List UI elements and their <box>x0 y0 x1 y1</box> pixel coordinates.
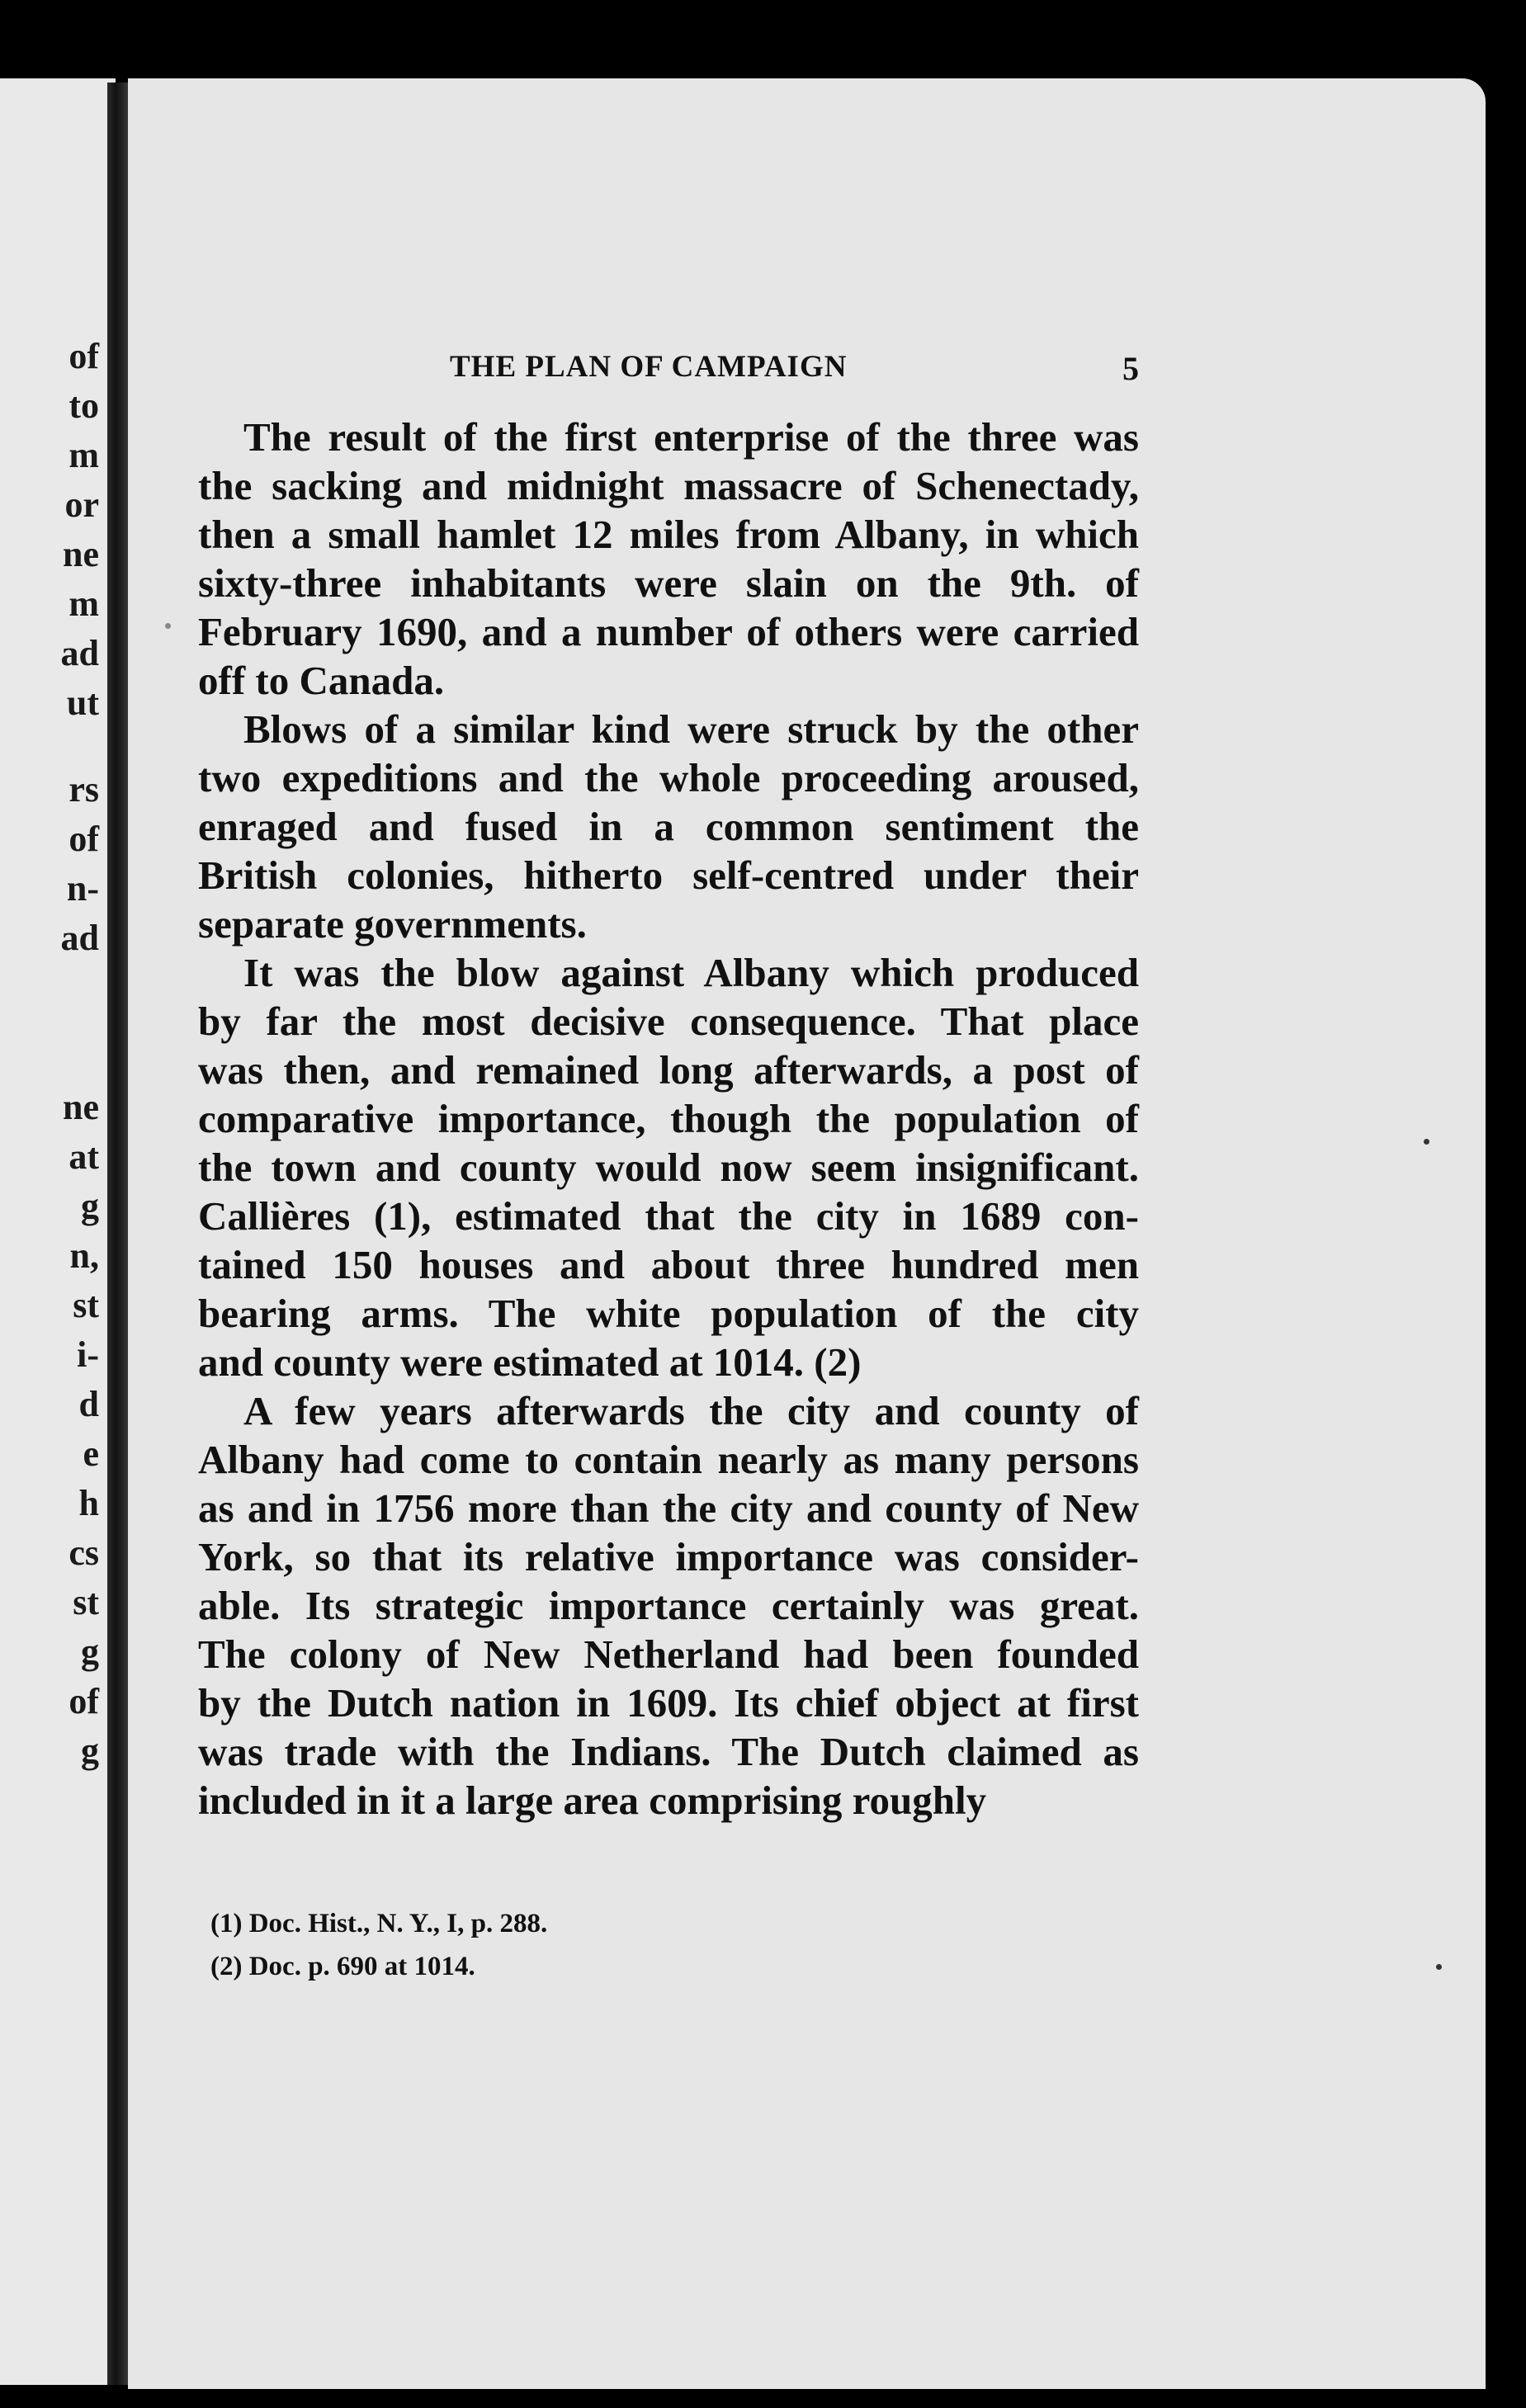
facing-page-fragment: n- <box>66 868 99 909</box>
text-line: The result of the first enterprise of the three was <box>243 414 1139 460</box>
running-head: THE PLAN OF CAMPAIGN <box>450 350 848 384</box>
text-line: Blows of a similar kind were struck by the other <box>243 706 1139 752</box>
facing-page-fragment: st <box>73 1582 99 1622</box>
body-text <box>198 413 1139 1825</box>
facing-page-fragment: m <box>69 583 99 624</box>
text-line: separate governments. <box>198 901 587 947</box>
text-line: February 1690, and a number of others were carried <box>198 609 1139 654</box>
facing-page-fragment: ne <box>63 534 99 574</box>
paragraph <box>198 413 1139 705</box>
book-gutter <box>107 83 129 2385</box>
text-line: tained 150 houses and about three hundred men <box>198 1242 1139 1287</box>
text-line: Albany had come to contain nearly as many persons <box>198 1437 1139 1482</box>
facing-page-fragment: g <box>81 1186 99 1226</box>
facing-page-fragment: cs <box>69 1532 99 1573</box>
text-line: the sacking and midnight massacre of Schenectady, <box>198 463 1139 508</box>
text-line: as and in 1756 more than the city and county of New <box>198 1485 1139 1531</box>
dust-speck <box>1424 1139 1429 1145</box>
facing-page-fragment: n, <box>69 1235 99 1276</box>
footnote: (2) Doc. p. 690 at 1014. <box>210 1952 475 1981</box>
page-number: 5 <box>1122 350 1139 387</box>
facing-page-fragment: ad <box>60 633 99 673</box>
dust-speck <box>1436 1964 1442 1970</box>
text-line: sixty-three inhabitants were slain on the 9th. of <box>198 560 1139 606</box>
facing-page-fragment: g <box>81 1631 99 1672</box>
text-line: able. Its strategic importance certainly was great. <box>198 1583 1139 1628</box>
facing-page-fragment: of <box>69 1681 99 1721</box>
paragraph <box>198 1386 1139 1825</box>
text-line: two expeditions and the whole proceeding aroused, <box>198 755 1139 800</box>
facing-page-fragment: of <box>69 819 99 859</box>
text-line: by far the most decisive consequence. That place <box>198 999 1139 1044</box>
footnotes <box>210 1902 547 1988</box>
paragraph <box>198 705 1139 948</box>
footnote: (1) Doc. Hist., N. Y., I, p. 288. <box>210 1909 548 1938</box>
text-line: then a small hamlet 12 miles from Albany, in which <box>198 512 1139 557</box>
facing-page-fragment: st <box>73 1285 99 1325</box>
facing-page-fragment: at <box>69 1136 99 1177</box>
text-line: was then, and remained long afterwards, a post of <box>198 1047 1139 1093</box>
text-line: comparative importance, though the population of <box>198 1096 1139 1141</box>
text-line: A few years afterwards the city and county of <box>243 1388 1139 1433</box>
text-line: Callières (1), estimated that the city in 1689 con- <box>198 1193 1139 1239</box>
facing-page-fragment: h <box>78 1483 99 1523</box>
text-line: The colony of New Netherland had been founded <box>198 1631 1139 1677</box>
text-line: was trade with the Indians. The Dutch claimed as <box>198 1729 1139 1774</box>
facing-page-fragment: or <box>64 484 99 525</box>
facing-page-fragment: m <box>69 435 99 475</box>
text-line: York, so that its relative importance was consider- <box>198 1534 1139 1579</box>
facing-page <box>0 78 116 2385</box>
facing-page-fragment: ne <box>63 1087 99 1127</box>
facing-page-fragment: d <box>78 1384 99 1424</box>
facing-page-fragment: e <box>83 1433 99 1474</box>
facing-page-fragment: rs <box>69 769 99 810</box>
text-line: off to Canada. <box>198 658 445 703</box>
text-line: enraged and fused in a common sentiment the <box>198 804 1139 849</box>
facing-page-fragment: i- <box>77 1334 99 1375</box>
book-page <box>128 78 1486 2389</box>
facing-page-fragment: of <box>69 336 99 376</box>
text-line: the town and county would now seem insignificant. <box>198 1145 1139 1190</box>
facing-page-fragment: g <box>81 1730 99 1771</box>
facing-page-fragment: to <box>69 385 99 426</box>
text-line: included in it a large area comprising roughly <box>198 1778 987 1823</box>
facing-page-fragment: ut <box>66 682 99 723</box>
paragraph <box>198 948 1139 1386</box>
text-line: bearing arms. The white population of the city <box>198 1291 1139 1336</box>
dust-speck <box>165 623 171 629</box>
facing-page-fragment: ad <box>60 918 99 958</box>
text-line: and county were estimated at 1014. (2) <box>198 1339 862 1385</box>
text-line: It was the blow against Albany which produced <box>243 950 1139 995</box>
text-line: by the Dutch nation in 1609. Its chief object at first <box>198 1680 1139 1726</box>
text-line: British colonies, hitherto self-centred under their <box>198 852 1139 898</box>
